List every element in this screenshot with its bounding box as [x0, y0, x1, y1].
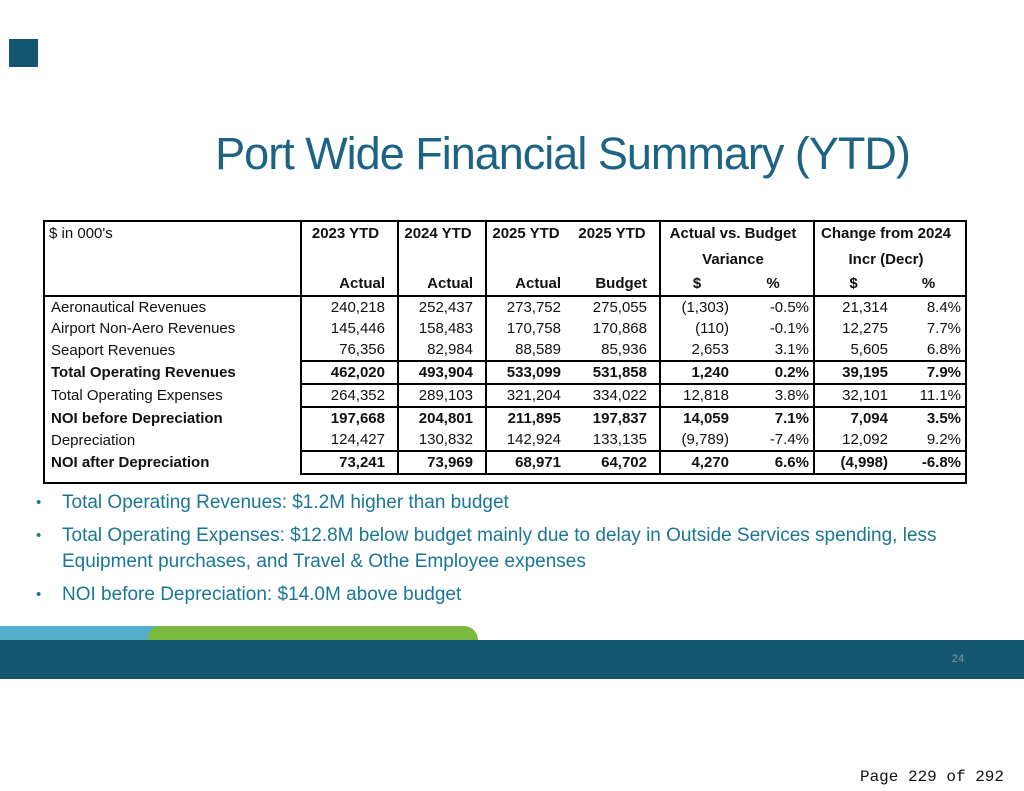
- col-header-2025-budget: 2025 YTD: [573, 221, 660, 271]
- cell-value: 64,702: [573, 451, 660, 474]
- cell-value: 85,936: [573, 339, 660, 361]
- page-title: Port Wide Financial Summary (YTD): [215, 128, 910, 179]
- cell-value: 7,094: [814, 407, 900, 429]
- table-spacer-row: [44, 474, 966, 483]
- cell-value: 88,589: [515, 341, 561, 358]
- cell-value: 7.9%: [900, 361, 966, 384]
- table-row: [44, 361, 966, 384]
- cell-value: -0.5%: [741, 296, 814, 318]
- cell-value: 334,022: [573, 384, 660, 407]
- row-label: Aeronautical Revenues: [44, 296, 301, 318]
- group-header-variance-sub: Variance: [660, 251, 814, 271]
- cell-value: 21,314: [842, 299, 888, 316]
- cell-value: 124,427: [301, 429, 398, 451]
- cell-value: 11.1%: [919, 387, 962, 404]
- cell-value: 3.5%: [900, 407, 966, 429]
- cell-value: 4,270: [660, 451, 741, 474]
- cell-value: 12,275: [842, 320, 888, 337]
- subheader-budget-2025: Budget: [573, 271, 660, 296]
- table-row: [44, 407, 966, 429]
- cell-value: (4,998): [814, 451, 900, 474]
- bullet-item: [36, 523, 986, 575]
- cell-value: 1,240: [660, 361, 741, 384]
- cell-value: 130,832: [398, 429, 486, 451]
- cell-value: 32,101: [842, 387, 888, 404]
- cell-value: 204,801: [398, 407, 486, 429]
- cell-value: 8.4%: [926, 299, 962, 316]
- cell-value: 289,103: [398, 384, 486, 407]
- row-label: Total Operating Revenues: [44, 361, 301, 384]
- cell-value: -0.1%: [741, 318, 814, 339]
- cell-value: (9,789): [681, 431, 729, 448]
- group-header-variance: Actual vs. Budget: [660, 221, 814, 251]
- cell-value: 14,059: [660, 407, 741, 429]
- cell-value: 273,752: [506, 299, 561, 316]
- cell-value: 170,758: [506, 320, 561, 337]
- row-label: Depreciation: [44, 429, 301, 451]
- row-label: Airport Non-Aero Revenues: [44, 318, 301, 339]
- table-row: [44, 429, 966, 451]
- cell-value: 76,356: [301, 339, 398, 361]
- subheader-change-percent: %: [900, 271, 966, 296]
- subheader-change-dollar: $: [814, 271, 900, 296]
- cell-value: 73,969: [398, 451, 486, 474]
- cell-value: 533,099: [486, 361, 573, 384]
- table-row: [44, 296, 966, 318]
- cell-value: 145,446: [301, 318, 398, 339]
- subheader-variance-percent: %: [741, 271, 814, 296]
- table-body: [44, 296, 966, 483]
- cell-value: 82,984: [398, 339, 486, 361]
- cell-value: 68,971: [486, 451, 573, 474]
- cell-value: 264,352: [301, 384, 398, 407]
- col-header-2024: 2024 YTD: [398, 221, 486, 271]
- bullet-list: [36, 490, 986, 615]
- subheader-actual-2024: Actual: [398, 271, 486, 296]
- cell-value: 7.7%: [926, 320, 962, 337]
- bullet-marker-icon: •: [36, 586, 42, 603]
- cell-value: 197,837: [573, 407, 660, 429]
- row-label: Seaport Revenues: [44, 339, 301, 361]
- cell-value: 0.2%: [741, 361, 814, 384]
- subheader-actual-2025: Actual: [486, 271, 573, 296]
- table-row: [44, 318, 966, 339]
- cell-value: 240,218: [301, 296, 398, 318]
- financial-summary-table: [43, 220, 967, 484]
- cell-value: 170,868: [573, 318, 660, 339]
- cell-value: 5,605: [850, 341, 888, 358]
- cell-value: 3.1%: [741, 339, 814, 361]
- slide-number: 24: [951, 653, 965, 665]
- bullet-text: Total Operating Revenues: $1.2M higher than budget: [62, 492, 509, 513]
- cell-value: (110): [695, 320, 729, 337]
- table-header: [44, 221, 966, 296]
- row-label: NOI before Depreciation: [44, 407, 301, 429]
- group-header-change: Change from 2024: [820, 225, 952, 242]
- table-row: [44, 339, 966, 361]
- bullet-item: [36, 490, 986, 516]
- cell-value: 211,895: [486, 407, 573, 429]
- col-header-2025-actual: 2025 YTD: [492, 225, 560, 242]
- cell-value: 493,904: [398, 361, 486, 384]
- subheader-variance-dollar: $: [660, 271, 741, 296]
- bullet-marker-icon: •: [36, 527, 42, 544]
- bullet-text: NOI before Depreciation: $14.0M above budget: [62, 584, 462, 605]
- cell-value: 39,195: [814, 361, 900, 384]
- cell-value: 9.2%: [926, 431, 962, 448]
- cell-value: 275,055: [573, 296, 660, 318]
- unit-label: $ in 000's: [44, 221, 301, 296]
- cell-value: 158,483: [398, 318, 486, 339]
- bullet-item: [36, 582, 986, 608]
- cell-value: 133,135: [573, 429, 660, 451]
- cell-value: 7.1%: [741, 407, 814, 429]
- table-row: [44, 451, 966, 474]
- footer-band-dark: [0, 640, 1024, 679]
- cell-value: 6.8%: [926, 341, 962, 358]
- table-row: [44, 384, 966, 407]
- row-label: Total Operating Expenses: [44, 384, 301, 407]
- footer-band-green-shape: [148, 626, 478, 640]
- cell-value: 3.8%: [741, 384, 814, 407]
- cell-value: 197,668: [301, 407, 398, 429]
- bullet-text: Total Operating Expenses: $12.8M below budget mainly due to delay in Outside Services spending, less Equipment purchases, and Travel & Othe Employee expenses: [62, 525, 937, 572]
- cell-value: 462,020: [301, 361, 398, 384]
- row-label: NOI after Depreciation: [44, 451, 301, 474]
- cell-value: 12,092: [842, 431, 888, 448]
- cell-value: 321,204: [506, 387, 561, 404]
- cell-value: 6.6%: [741, 451, 814, 474]
- cell-value: 142,924: [506, 431, 561, 448]
- cell-value: 252,437: [398, 296, 486, 318]
- pdf-page-indicator: Page 229 of 292: [859, 768, 1004, 786]
- bullet-marker-icon: •: [36, 494, 42, 511]
- group-header-change-sub: Incr (Decr): [848, 251, 924, 268]
- subheader-actual-2023: Actual: [301, 271, 398, 296]
- corner-accent-square: [9, 39, 38, 67]
- cell-value: (1,303): [681, 299, 729, 316]
- cell-value: 73,241: [301, 451, 398, 474]
- cell-value: 12,818: [683, 387, 729, 404]
- col-header-2023: 2023 YTD: [301, 221, 398, 271]
- cell-value: -6.8%: [900, 451, 966, 474]
- cell-value: 531,858: [573, 361, 660, 384]
- cell-value: -7.4%: [741, 429, 814, 451]
- cell-value: 2,653: [691, 341, 729, 358]
